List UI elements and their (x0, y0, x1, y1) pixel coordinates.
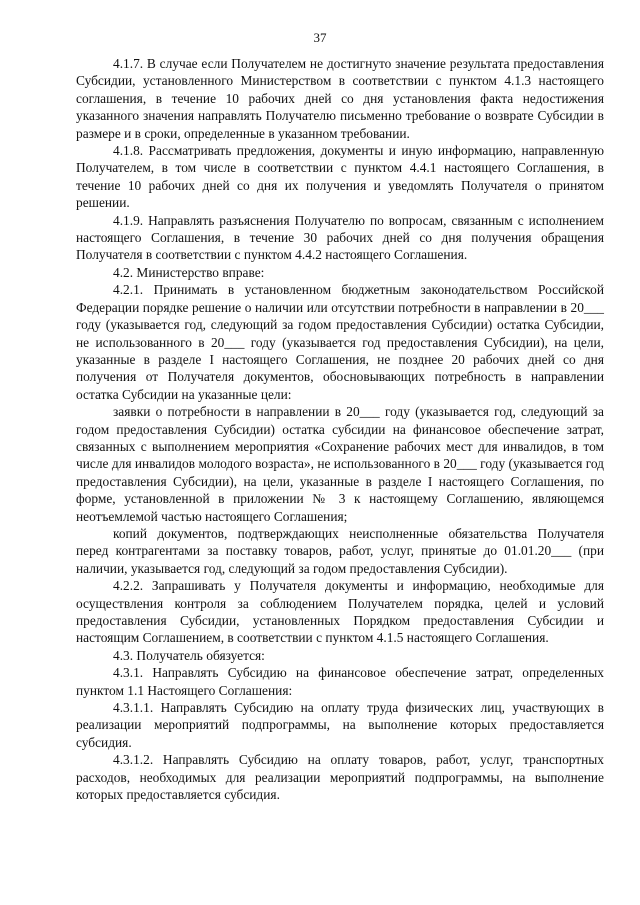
paragraph-4-1-8: 4.1.8. Рассматривать предложения, документы и иную информацию, направленную Получателем, в том числе в соответствии с пунктом 4.4.1 настоящего Соглашения, в течение 10 рабочих дней со дня их получения и уведомлять Получателя о принятом решении. (76, 143, 604, 211)
paragraph-4-2-2: 4.2.2. Запрашивать у Получателя документы и информацию, необходимые для осуществления контроля за соблюдением Получателем порядка, целей и условий предоставления Субсидии, установленных Порядком предоставления Субсидии и настоящим Соглашением, в соответствии с пунктом 4.1.5 настоящего Соглашения. (76, 578, 604, 646)
paragraph-4-3-1: 4.3.1. Направлять Субсидию на финансовое обеспечение затрат, определенных пунктом 1.1 Настоящего Соглашения: (76, 665, 604, 698)
paragraph-4-2-1: 4.2.1. Принимать в установленном бюджетным законодательством Российской Федерации порядке решение о наличии или отсутствии потребности в направлении в 20___ году (указывается год, следующий за годом предоставления Субсидии) остатка Субсидии, не использованного в 20___ году (указывается год предоставления Субсидии), на цели, указанные в разделе I настоящего Соглашения, не позднее 20 рабочих дней со дня получения от Получателя документов, обосновывающих потребность в направлении остатка Субсидии на указанные цели: (76, 282, 604, 402)
paragraph-4-1-7: 4.1.7. В случае если Получателем не достигнуто значение результата предоставления Субсидии, установленного Министерством в соответствии с пунктом 4.1.3 настоящего соглашения, в течение 10 рабочих дней со дня установления факта недостижения указанного значения направлять Получателю письменно требование о возврате Субсидии в размере и в сроки, определенные в указанном требовании. (76, 56, 604, 141)
paragraph-4-2: 4.2. Министерство вправе: (113, 264, 265, 280)
document-body (76, 55, 604, 803)
paragraph-4-1-9: 4.1.9. Направлять разъяснения Получателю по вопросам, связанным с исполнением настоящего Соглашения, в течение 30 рабочих дней со дня получения обращения Получателя в соответствии с пунктом 4.4.2 настоящего Соглашения. (76, 212, 604, 263)
paragraph-4-3-1-2: 4.3.1.2. Направлять Субсидию на оплату товаров, работ, услуг, транспортных расходов, необходимых для реализации мероприятий подпрограммы, на выполнение которых предоставляется субсидия. (76, 752, 604, 803)
page-number: 37 (313, 30, 327, 45)
paragraph-applications: заявки о потребности в направлении в 20___ году (указывается год, следующий за годом предоставления Субсидии) остатка субсидии на финансовое обеспечение затрат, связанных с выполнением мероприятия «Сохранение рабочих мест для инвалидов, в том числе для инвалидов молодого возраста», не использованного в 20___ году (указывается год предоставления Субсидии), на цели, указанные в разделе I настоящего Соглашения, по форме, установленной в приложении № 3 к настоящему Соглашению, являющемся неотъемлемой частью настоящего Соглашения; (76, 404, 604, 524)
paragraph-document-copies: копий документов, подтверждающих неисполненные обязательства Получателя перед контрагентами за поставку товаров, работ, услуг, принятые до 01.01.20___ (при наличии, указывается год, следующий за годом предоставления Субсидии). (76, 525, 604, 576)
paragraph-4-3-1-1: 4.3.1.1. Направлять Субсидию на оплату труда физических лиц, участвующих в реализации мероприятий подпрограммы, на выполнение которых предоставляется субсидия. (76, 700, 604, 750)
paragraph-4-3: 4.3. Получатель обязуется: (113, 647, 265, 663)
